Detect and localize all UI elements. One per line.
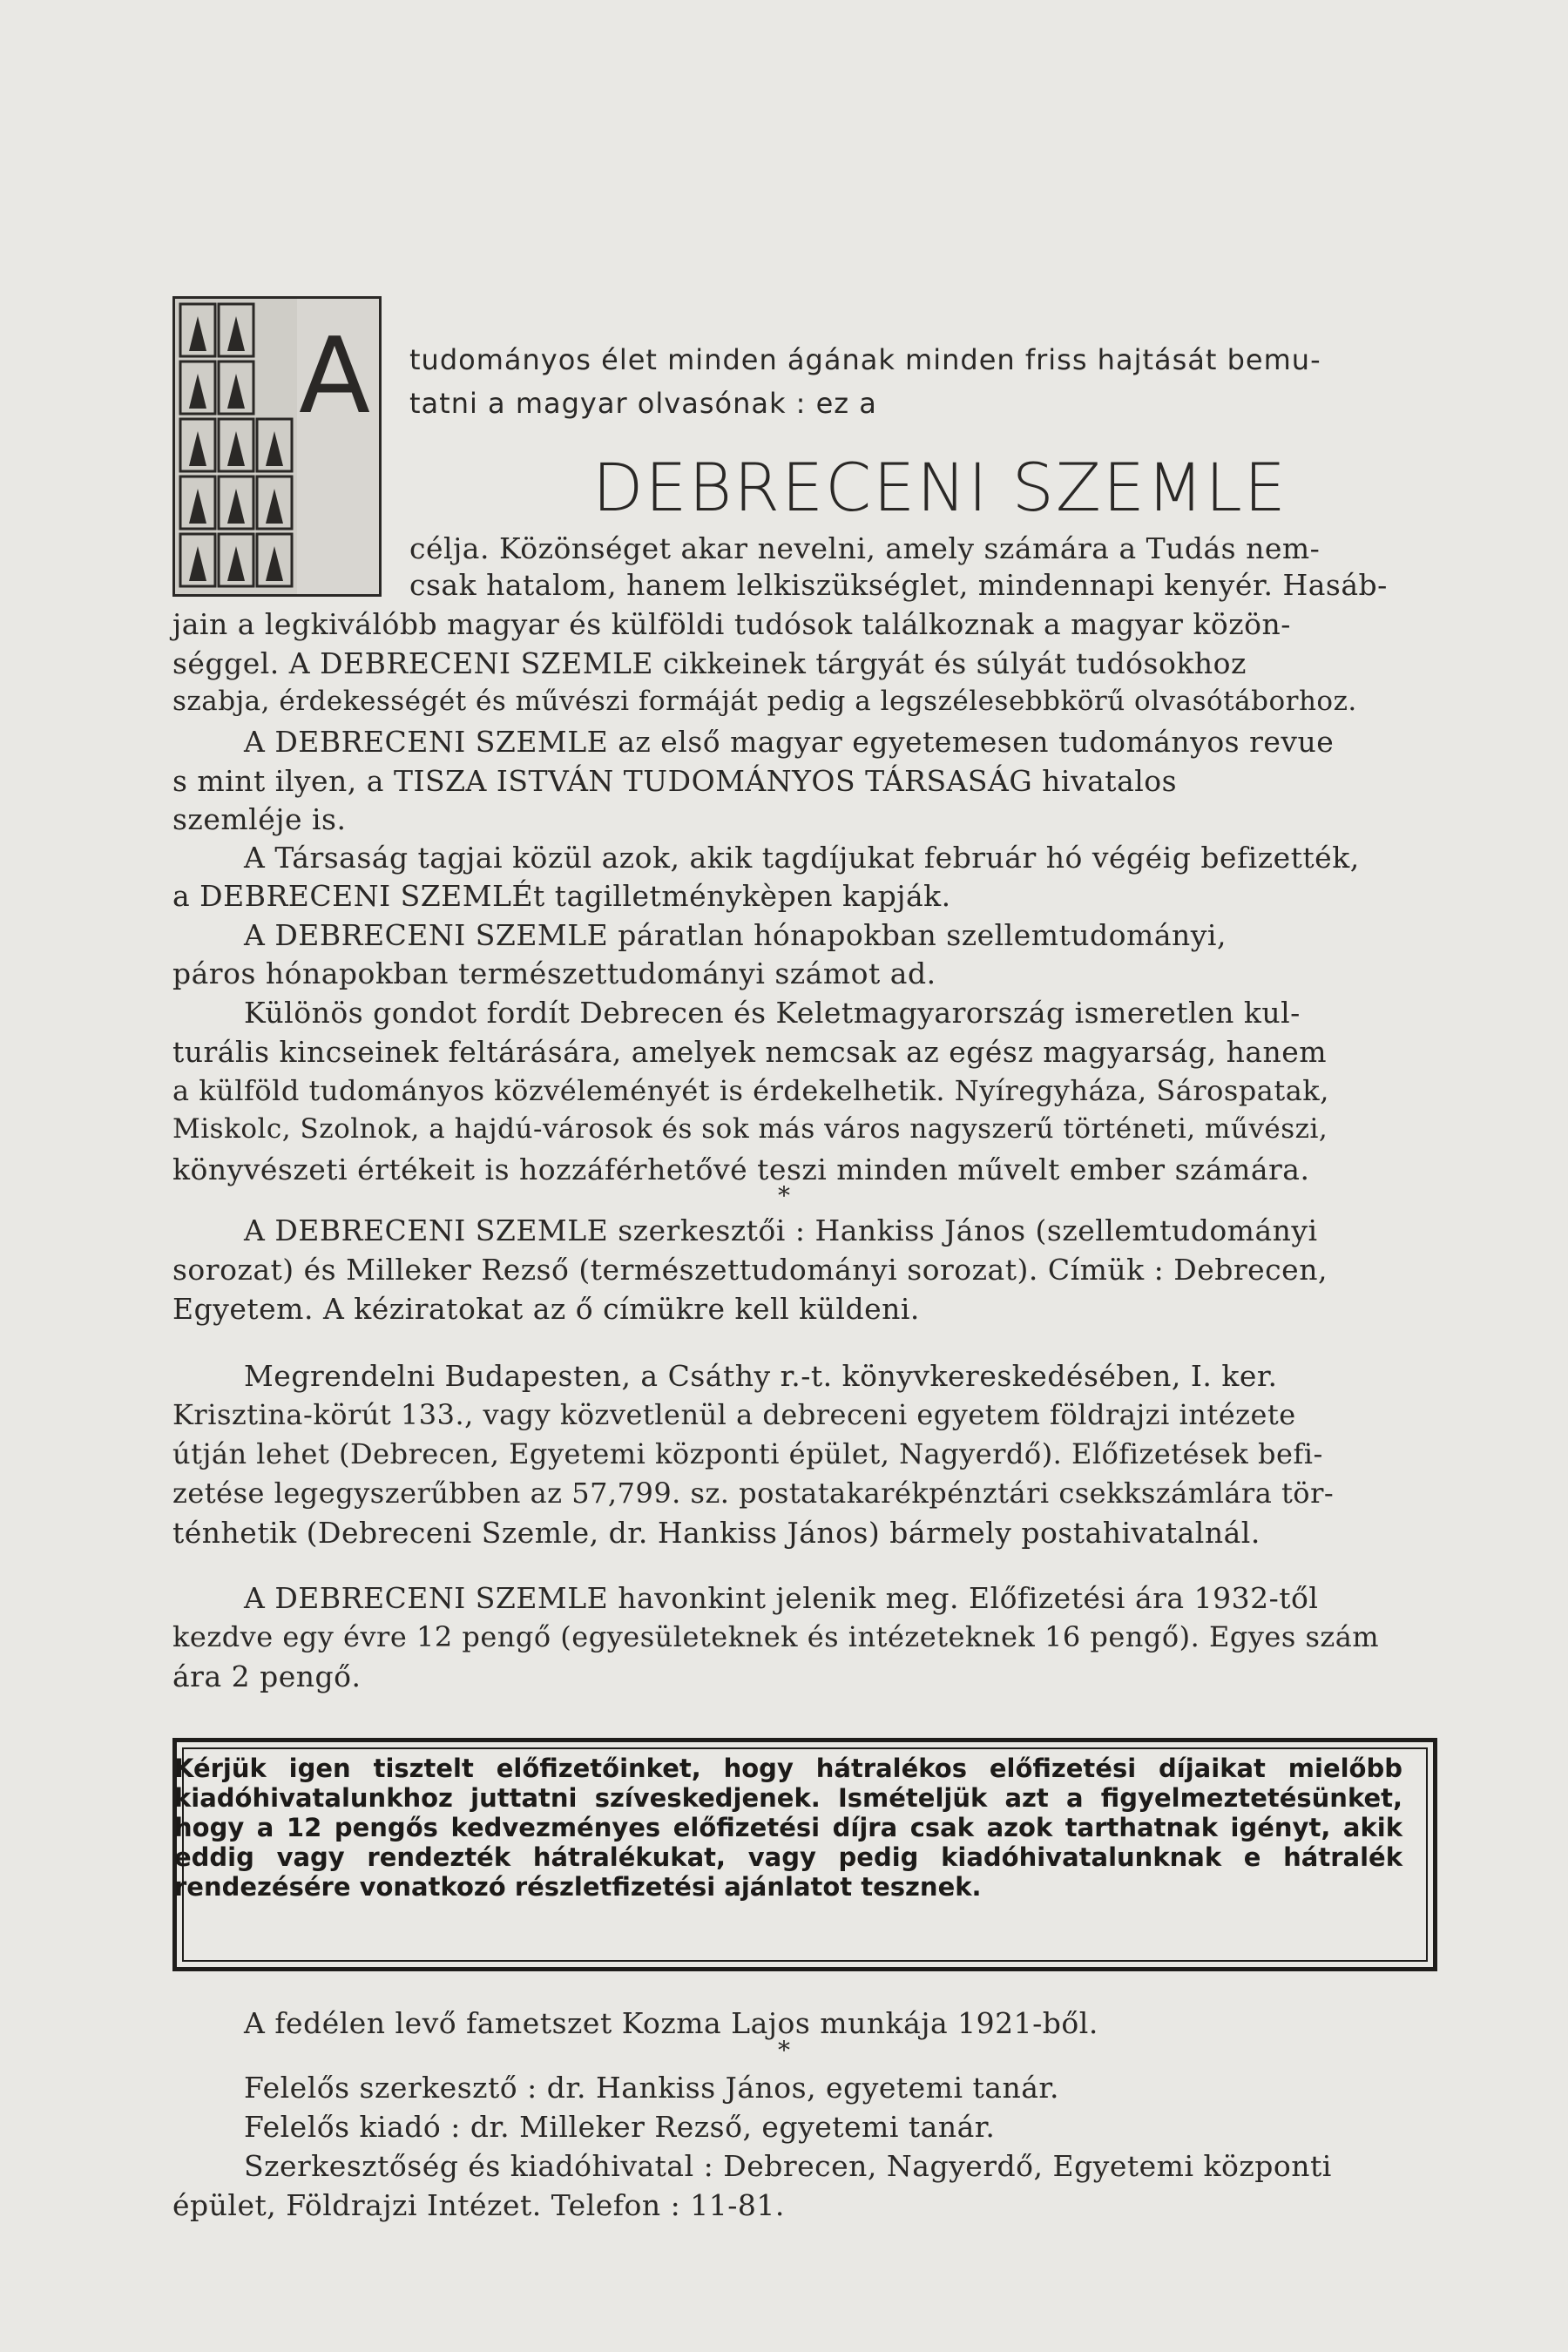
order-line: ténhetik (Debreceni Szemle, dr. Hankiss János) bármely postahivatalnál. [172, 1516, 1260, 1550]
credits-line: Felelős kiadó : dr. Milleker Rezső, egyetemi tanár. [244, 2110, 996, 2144]
body-line: Miskolc, Szolnok, a hajdú-városok és sok más város nagyszerű történeti, művészi, [172, 1113, 1328, 1145]
masthead-title: DEBRECENI SZEMLE [592, 449, 1288, 526]
price-line: kezdve egy évre 12 pengő (egyesületeknek és intézeteknek 16 pengő). Egyes szám [172, 1620, 1380, 1653]
price-line: A DEBRECENI SZEMLE havonkint jelenik meg. Előfizetési ára 1932-től [244, 1581, 1319, 1615]
body-line: turális kincseinek feltárására, amelyek nemcsak az egész magyarság, hanem [172, 1035, 1328, 1069]
order-line: zetése legegyszerűbben az 57,799. sz. postatakarékpénztári csekkszámlára tör- [172, 1477, 1335, 1510]
body-line: szemléje is. [172, 802, 347, 836]
intro [409, 338, 1437, 425]
body-line: séggel. A DEBRECENI SZEMLE cikkeinek tárgyát és súlyát tudósokhoz [172, 646, 1247, 680]
body-line: szabja, érdekességét és művészi formáját pedig a legszélesebbkörű olvasótáborhoz. [172, 686, 1357, 717]
order-line: Megrendelni Budapesten, a Csáthy r.-t. könyvkereskedésében, I. ker. [244, 1359, 1278, 1393]
drop-cap-letter: A [299, 316, 371, 437]
editors-line: sorozat) és Milleker Rezső (természettudományi sorozat). Címük : Debrecen, [172, 1253, 1328, 1287]
credits-line: Szerkesztőség és kiadóhivatal : Debrecen, Nagyerdő, Egyetemi központi [244, 2149, 1332, 2183]
intro-line: tudományos élet minden ágának minden friss hajtását bemu- [409, 343, 1321, 376]
body-line: Különös gondot fordít Debrecen és Keletmagyarország ismeretlen kul- [244, 996, 1301, 1030]
editors-line: A DEBRECENI SZEMLE szerkesztői : Hankiss János (szellemtudományi [244, 1213, 1318, 1247]
body-line: A DEBRECENI SZEMLE páratlan hónapokban szellemtudományi, [244, 918, 1227, 952]
editors-line: Egyetem. A kéziratokat az ő címükre kell küldeni. [172, 1292, 920, 1326]
notice-text: Kérjük igen tisztelt előfizetőinket, hogy hátralékos előfizetési díjaikat mielőbb kiadóhivatalunkhoz juttatni szíveskedjenek. Ismételjük azt a figyelmeztetésünket, hogy a 12 pengős kedvezményes előfizetési díjra csak azok tarthatnak igényt, akik eddig vagy rendezték hátralékukat, vagy pedig kiadóhivatalunknak e hátralék rendezésére vonatkozó részletfizetési ajánlatot tesznek. [174, 1754, 1402, 1902]
intro-line: tatni a magyar olvasónak : ez a [409, 387, 877, 420]
cover-note: A fedélen levő fametszet Kozma Lajos munkája 1921-ből. [244, 2006, 1098, 2040]
body-line: páros hónapokban természettudományi számot ad. [172, 956, 936, 990]
body-line: csak hatalom, hanem lelkiszükséglet, mindennapi kenyér. Hasáb- [409, 568, 1388, 602]
body-line: a külföld tudományos közvéleményét is érdekelhetik. Nyíregyháza, Sárospatak, [172, 1074, 1329, 1107]
separator-star: * [778, 2036, 790, 2065]
body-line: a DEBRECENI SZEMLÉt tagilletménykèpen kapják. [172, 879, 951, 913]
body-line: jain a legkiválóbb magyar és külföldi tudósok találkoznak a magyar közön- [172, 607, 1291, 641]
body-line: könyvészeti értékeit is hozzáférhetővé teszi minden művelt ember számára. [172, 1152, 1310, 1186]
drop-cap-ornament [172, 296, 382, 597]
body-line: A Társaság tagjai közül azok, akik tagdíjukat február hó végéig befizették, [244, 841, 1360, 875]
ornament-pattern-icon [175, 299, 297, 594]
price-line: ára 2 pengő. [172, 1659, 362, 1693]
body-line: s mint ilyen, a TISZA ISTVÁN TUDOMÁNYOS TÁRSASÁG hivatalos [172, 764, 1178, 798]
order-line: Krisztina-körút 133., vagy közvetlenül a debreceni egyetem földrajzi intézete [172, 1398, 1296, 1431]
credits-line: Felelős szerkesztő : dr. Hankiss János, egyetemi tanár. [244, 2071, 1060, 2105]
body-line: A DEBRECENI SZEMLE az első magyar egyetemesen tudományos revue [244, 725, 1335, 759]
credits-line: épület, Földrajzi Intézet. Telefon : 11-81. [172, 2188, 785, 2222]
body-line: célja. Közönséget akar nevelni, amely számára a Tudás nem- [409, 531, 1321, 565]
order-line: útján lehet (Debrecen, Egyetemi központi épület, Nagyerdő). Előfizetések befi- [172, 1437, 1323, 1470]
separator-star: * [778, 1181, 790, 1210]
